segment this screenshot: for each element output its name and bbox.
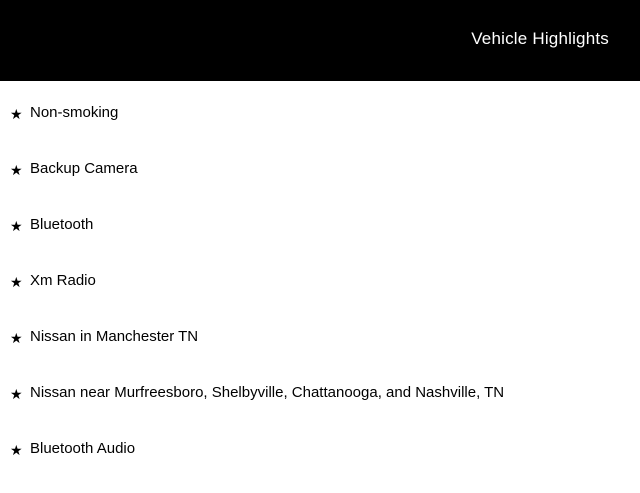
list-item-label: Bluetooth bbox=[30, 216, 94, 233]
header-bar bbox=[0, 0, 640, 81]
star-icon: ★ bbox=[10, 386, 23, 402]
list-item-label: Nissan in Manchester TN bbox=[30, 328, 199, 345]
list-item-label: Non-smoking bbox=[30, 104, 119, 121]
page-title: Vehicle Highlights bbox=[471, 29, 609, 48]
star-icon: ★ bbox=[10, 274, 23, 290]
list-item bbox=[0, 437, 640, 493]
list-item-label: Bluetooth Audio bbox=[30, 440, 136, 457]
star-icon: ★ bbox=[10, 330, 23, 346]
list-item bbox=[0, 213, 640, 269]
list-item-label: Nissan near Murfreesboro, Shelbyville, Chattanooga, and Nashville, TN bbox=[30, 384, 505, 401]
list-item-label: Backup Camera bbox=[30, 160, 138, 177]
star-icon: ★ bbox=[10, 162, 23, 178]
vehicle-highlights-list bbox=[0, 81, 640, 493]
star-icon: ★ bbox=[10, 218, 23, 234]
list-item bbox=[0, 381, 640, 437]
list-item bbox=[0, 101, 640, 157]
list-item-label: Xm Radio bbox=[30, 272, 96, 289]
star-icon: ★ bbox=[10, 106, 23, 122]
list-item bbox=[0, 269, 640, 325]
list-item bbox=[0, 157, 640, 213]
star-icon: ★ bbox=[10, 442, 23, 458]
list-item bbox=[0, 325, 640, 381]
